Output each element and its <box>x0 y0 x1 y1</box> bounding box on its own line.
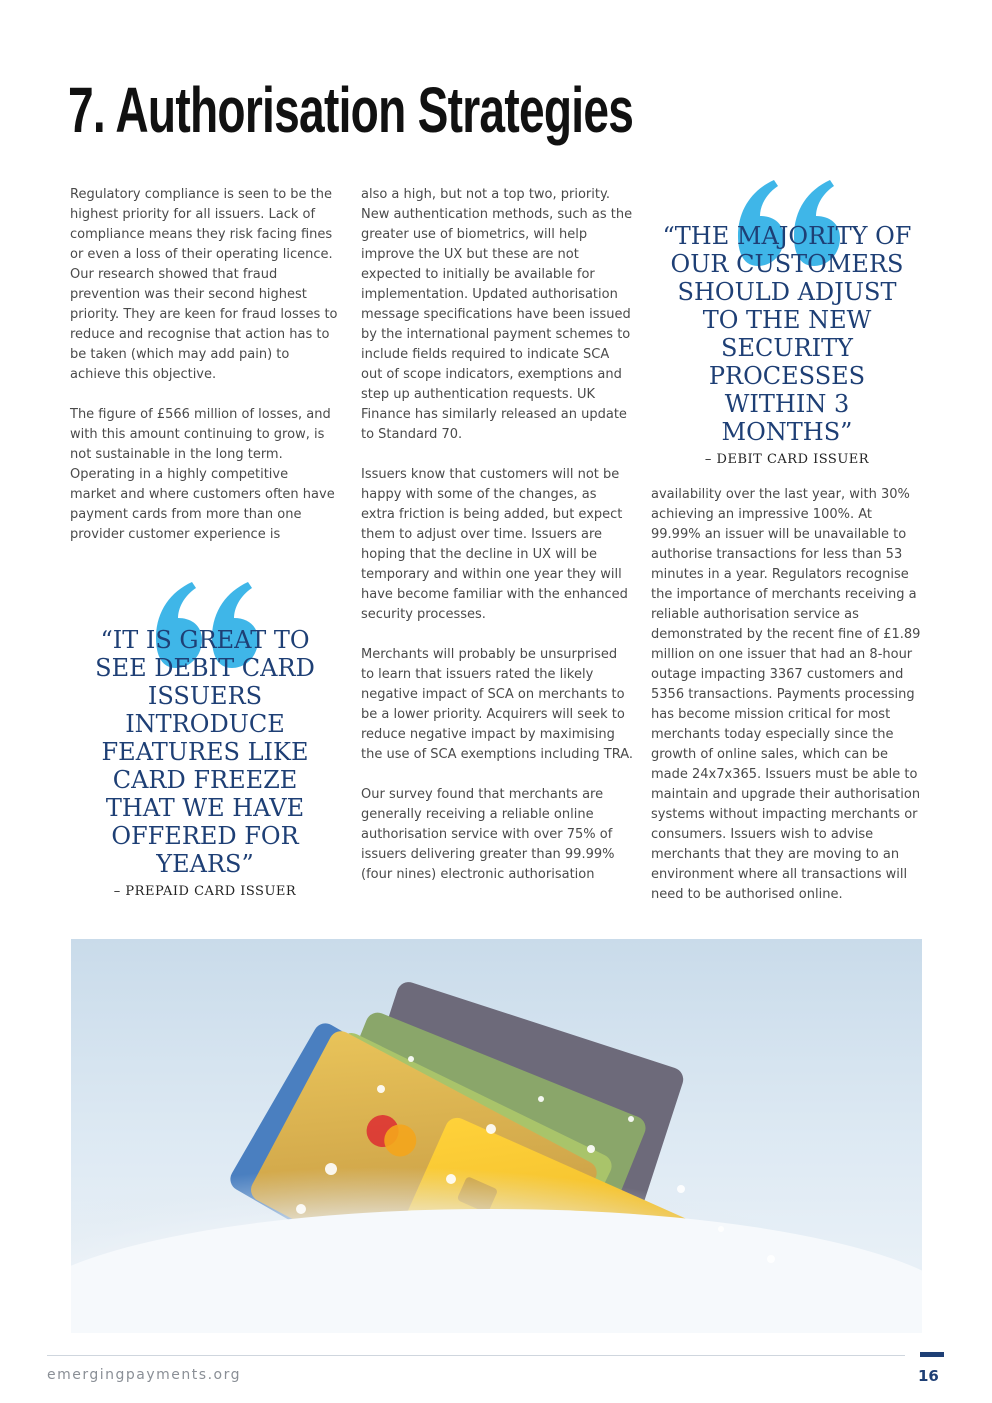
quote-text: “IT IS GREAT TO SEE DEBIT CARD ISSUERS INTRODUCE FEATURES LIKE CARD FREEZE THAT WE HAVE OFFERED FOR YEARS” <box>95 626 315 878</box>
paragraph: Merchants will probably be unsurprised to learn that issuers rated the likely negative impact of SCA on merchants to be a lower priority. Acquirers will seek to reduce negative impact by maximising the use of SCA exemptions including TRA. <box>361 647 633 762</box>
paragraph: Regulatory compliance is seen to be the highest priority for all issuers. Lack of compliance means they risk facing fines or even a loss of their operating licence. Our research showed that fraud prevention was their second highest priority. They are keen for fraud losses to reduce and recognise that action has to be taken (which may add pain) to achieve this objective. <box>70 187 338 382</box>
paragraph: The figure of £566 million of losses, and with this amount continuing to grow, is not sustainable in the long term. Operating in a highly competitive market and where customers often have payment cards from more than one provider customer experience is <box>70 407 335 542</box>
footer-accent-bar <box>920 1352 944 1357</box>
pull-quote-debit <box>658 222 916 467</box>
quote-attribution: – DEBIT CARD ISSUER <box>704 452 870 467</box>
paragraph: availability over the last year, with 30% achieving an impressive 100%. At 99.99% an issuer will be unavailable to authorise transactions for less than 53 minutes in a year. Regulators recognise the importance of merchants receiving a reliable authorisation service as demonstrated by the recent fine of £1.89 million on one issuer that had an 8-hour outage impacting 3367 customers and 5356 transactions. Payments processing has become mission critical for most merchants today especially since the growth of online sales, which can be made 24x7x365. Issuers must be able to maintain and upgrade their authorisation systems without impacting merchants or consumers. Issuers wish to advise merchants that they are moving to an environment where all transactions will need to be authorised online. <box>651 487 921 902</box>
quote-attribution: – PREPAID CARD ISSUER <box>113 884 297 899</box>
cards-in-snow-image <box>71 939 922 1333</box>
quote-text: “THE MAJORITY OF OUR CUSTOMERS SHOULD ADJUST TO THE NEW SECURITY PROCESSES WITHIN 3 MONTHS” <box>662 222 912 446</box>
paragraph: Issuers know that customers will not be happy with some of the changes, as extra friction is being added, but expect them to adjust over time. Issuers are hoping that the decline in UX will be temporary and within one year they will have become familiar with the enhanced security processes. <box>361 467 628 622</box>
page-number: 16 <box>918 1367 939 1385</box>
cards-in-snow-photo <box>71 939 922 1333</box>
pull-quote-prepaid <box>90 626 320 899</box>
body-column-3 <box>651 485 923 925</box>
body-column-2 <box>361 185 633 905</box>
footer-website: emergingpayments.org <box>47 1367 241 1383</box>
footer-divider <box>47 1355 905 1356</box>
page-title: 7. Authorisation Strategies <box>68 74 634 146</box>
paragraph: Our survey found that merchants are generally receiving a reliable online authorisation service with over 75% of issuers delivering greater than 99.99% (four nines) electronic authorisation <box>361 787 615 882</box>
paragraph: also a high, but not a top two, priority. New authentication methods, such as the greater use of biometrics, will help improve the UX but these are not expected to initially be available for implementation. Updated authorisation message specifications have been issued by the international payment schemes to include fields required to indicate SCA out of scope indicators, exemptions and step up authentication requests. UK Finance has similarly released an update to Standard 70. <box>361 187 633 442</box>
body-column-1 <box>70 185 338 565</box>
